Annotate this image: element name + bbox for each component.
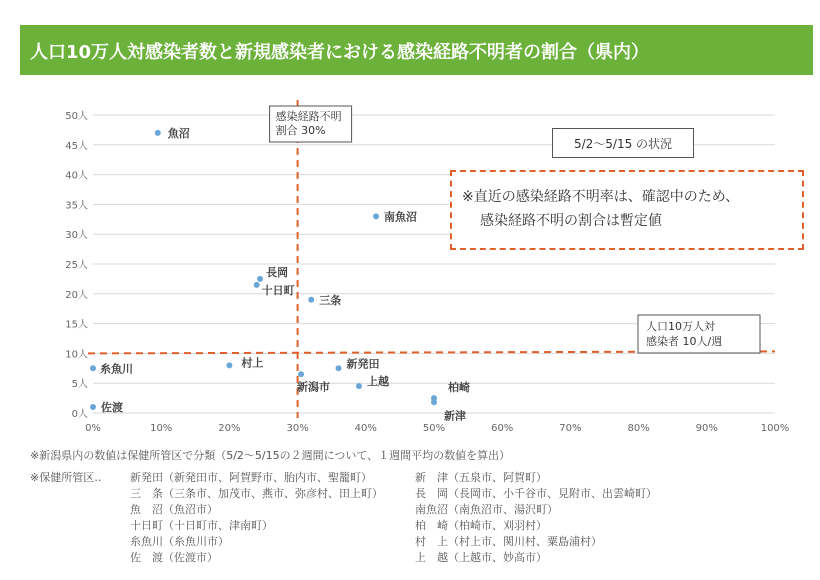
y-tick-label: 35人 — [65, 200, 88, 212]
district-item: 南魚沼（南魚沼市、湯沢町） — [415, 503, 558, 516]
data-point — [431, 399, 437, 405]
point-label: 佐渡 — [101, 401, 123, 415]
data-point — [257, 276, 263, 282]
point-label: 上越 — [366, 375, 389, 389]
point-label: 新潟市 — [297, 380, 331, 394]
y-tick-label: 10人 — [65, 349, 88, 361]
district-item: 佐 渡（佐渡市） — [130, 551, 218, 564]
data-point — [155, 130, 161, 136]
period-box — [552, 128, 694, 158]
point-label: 柏崎 — [448, 381, 470, 395]
data-point — [356, 383, 362, 389]
y-tick-label: 45人 — [65, 140, 88, 152]
notice-box — [450, 170, 804, 250]
point-label: 三条 — [319, 293, 342, 307]
x-tick-label: 40% — [354, 423, 377, 434]
hline-label: 感染者 10人/週 — [646, 335, 723, 348]
district-item: 魚 沼（魚沼市） — [130, 503, 218, 516]
vline-label: 感染経路不明 — [275, 110, 342, 123]
y-tick-label: 25人 — [65, 260, 88, 271]
district-item: 柏 崎（柏崎市、刈羽村） — [415, 519, 547, 532]
data-point — [90, 365, 96, 371]
point-label: 新津 — [444, 409, 466, 423]
page-title: 人口10万人対感染者数と新規感染者における感染経路不明者の割合（県内） — [30, 42, 650, 63]
x-tick-label: 30% — [286, 423, 309, 434]
data-point — [254, 282, 260, 288]
point-label: 長岡 — [266, 265, 289, 279]
y-tick-label: 40人 — [65, 170, 88, 182]
period-label: 5/2～5/15 の状況 — [573, 136, 673, 151]
data-point — [298, 371, 304, 377]
district-item: 十日町（十日町市、津南町） — [130, 519, 273, 532]
district-item: 新発田（新発田市、阿賀野市、胎内市、聖籠町） — [130, 471, 372, 484]
x-tick-label: 80% — [627, 423, 650, 434]
notice-line-1: ※直近の感染経路不明率は、確認中のため、 — [462, 189, 740, 205]
vline-label: 割合 30% — [275, 124, 326, 137]
data-point — [336, 365, 342, 371]
x-tick-label: 90% — [695, 423, 718, 434]
hline-label: 人口10万人対 — [646, 320, 715, 333]
y-tick-label: 5人 — [71, 379, 88, 391]
point-label: 十日町 — [261, 283, 295, 297]
point-label: 糸魚川 — [100, 362, 133, 376]
x-tick-label: 60% — [491, 423, 514, 434]
x-tick-label: 100% — [760, 423, 790, 434]
data-point — [226, 362, 232, 368]
x-tick-label: 20% — [218, 423, 241, 434]
point-label: 村上 — [241, 356, 264, 370]
x-tick-label: 50% — [422, 423, 446, 434]
district-item: 上 越（上越市、妙高市） — [415, 551, 547, 564]
district-item: 新 津（五泉市、阿賀町） — [415, 471, 547, 484]
point-label: 南魚沼 — [384, 210, 418, 224]
y-tick-label: 30人 — [65, 230, 88, 242]
notice-line-2: 感染経路不明の割合は暫定値 — [480, 213, 662, 229]
x-tick-label: 70% — [559, 423, 582, 434]
y-tick-label: 50人 — [65, 111, 88, 122]
district-item: 長 岡（長岡市、小千谷市、見附市、出雲崎町） — [415, 487, 657, 500]
district-item: 糸魚川（糸魚川市） — [130, 535, 229, 548]
y-tick-label: 20人 — [65, 289, 88, 301]
y-tick-label: 0人 — [71, 409, 88, 420]
point-label: 魚沼 — [167, 126, 190, 140]
district-item: 三 条（三条市、加茂市、燕市、弥彦村、田上町） — [130, 487, 383, 500]
point-label: 新発田 — [346, 357, 380, 371]
x-tick-label: 10% — [150, 423, 173, 434]
data-point — [308, 297, 314, 303]
footnote-2: ※保健所管区‥ — [30, 471, 102, 484]
x-tick-label: 0% — [85, 423, 101, 434]
district-item: 村 上（村上市、関川村、粟島浦村） — [415, 535, 602, 548]
data-point — [373, 213, 379, 219]
footnote-1: ※新潟県内の数値は保健所管区で分類（5/2～5/15の２週間について、１週間平均の数値を算出） — [30, 449, 511, 462]
y-tick-label: 15人 — [65, 319, 88, 331]
data-point — [90, 404, 96, 410]
